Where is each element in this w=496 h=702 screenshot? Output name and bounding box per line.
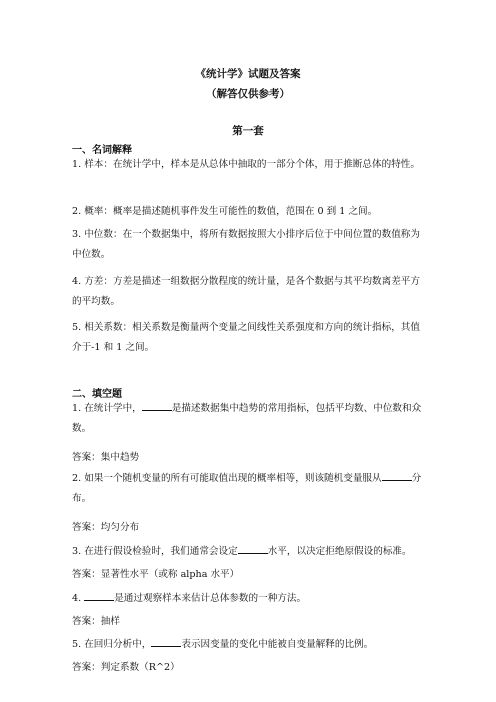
definition-item: 1. 样本：在统计学中，样本是从总体中抽取的一部分个体，用于推断总体的特性。 xyxy=(72,159,420,170)
answer-3: 答案：显著性水平（或称 alpha 水平） xyxy=(72,569,240,580)
definition-item: 5. 相关系数：相关系数是衡量两个变量之间线性关系强度和方向的统计指标，其值介于-1 和 1 之间。 xyxy=(72,322,420,353)
question-text: 表示因变量的变化中能被自变量解释的比例。 xyxy=(181,639,374,650)
answer-blank xyxy=(238,544,268,554)
answer-blank xyxy=(151,637,181,647)
document-subtitle: （解答仅供参考） xyxy=(206,88,290,100)
section-heading-definitions: 一、名词解释 xyxy=(72,145,132,156)
question-text: 分布。 xyxy=(72,473,422,504)
question-text: 水平，以决定拒绝原假设的标准。 xyxy=(267,546,412,557)
answer-5: 答案：判定系数（R^2） xyxy=(72,662,180,673)
definition-item: 3. 中位数：在一个数据集中，将所有数据按照大小排序后位于中间位置的数值称为中位数。 xyxy=(72,229,420,260)
definition-item: 2. 概率：概率是描述随机事件发生可能性的数值，范围在 0 到 1 之间。 xyxy=(72,206,378,217)
question-text: 4. xyxy=(72,593,85,604)
answer-1: 答案：集中趋势 xyxy=(72,452,140,463)
question-text: 3. 在进行假设检验时，我们通常会设定 xyxy=(72,546,238,557)
question-5 xyxy=(72,636,373,650)
document-title: 《统计学》试题及答案 xyxy=(195,68,301,80)
section-heading-fill-blank: 二、填空题 xyxy=(72,389,122,400)
definition-item: 4. 方差：方差是描述一组数据分散程度的统计量，是各个数据与其平均数离差平方的平均数。 xyxy=(72,276,420,307)
answer-4: 答案：抽样 xyxy=(72,616,120,627)
answer-blank xyxy=(84,591,114,601)
answer-blank xyxy=(142,401,172,411)
question-4 xyxy=(72,590,306,604)
question-text: 5. 在回归分析中， xyxy=(72,639,152,650)
question-2 xyxy=(72,469,424,509)
set-title: 第一套 xyxy=(232,125,264,137)
question-text: 2. 如果一个随机变量的所有可能取值出现的概率相等，则该随机变量服从 xyxy=(72,473,382,484)
question-1 xyxy=(72,399,424,439)
answer-blank xyxy=(382,471,412,481)
question-text: 1. 在统计学中， xyxy=(72,403,142,414)
question-3 xyxy=(72,543,412,557)
question-text: 是描述数据集中趋势的常用指标，包括平均数、中位数和众数。 xyxy=(72,403,422,434)
answer-2: 答案：均匀分布 xyxy=(72,522,140,533)
question-text: 是通过观察样本来估计总体参数的一种方法。 xyxy=(114,593,307,604)
